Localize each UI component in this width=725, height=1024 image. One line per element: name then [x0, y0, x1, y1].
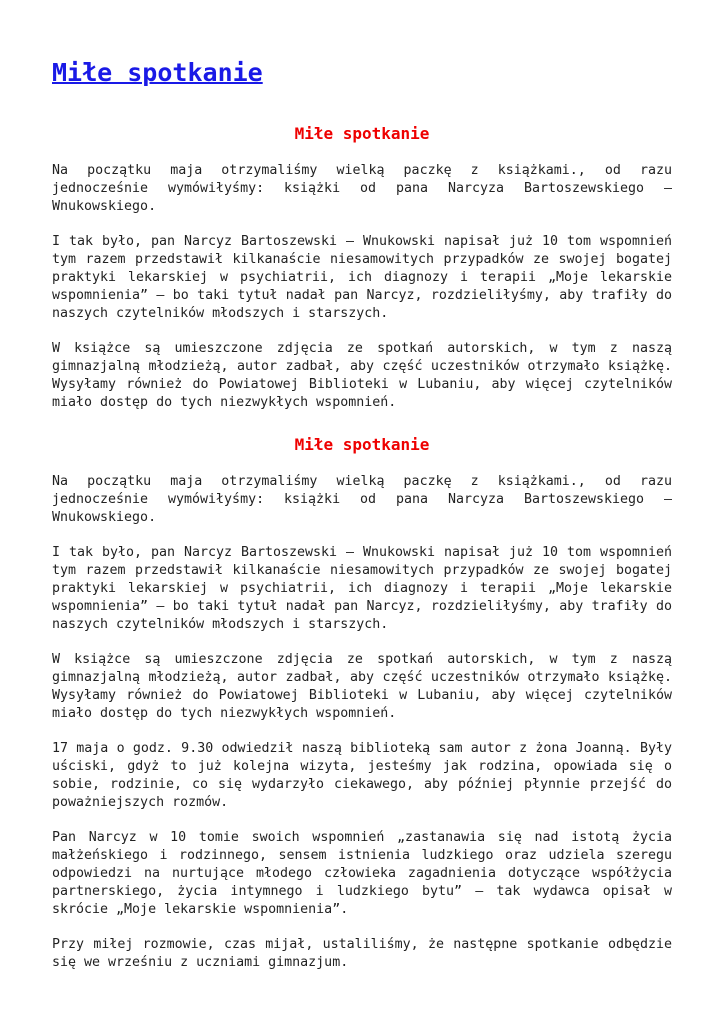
section-heading: Miłe spotkanie — [294, 435, 430, 454]
paragraph: I tak było, pan Narcyz Bartoszewski – Wnukowski napisał już 10 tom wspomnień tym razem przedstawił kilkanaście niesamowitych przypadków ze swojej bogatej praktyki lekarskiej w psychiatrii, ich diagnozy i terapii „Moje lekarskie wspomnienia” – bo taki tytuł nadał pan Narcyz, rozdzieliłyśmy, aby trafiły do naszych czytelników młodszych i starszych. — [52, 545, 672, 632]
article-section — [52, 433, 672, 989]
section-heading: Miłe spotkanie — [294, 124, 430, 143]
paragraph: Przy miłej rozmowie, czas mijał, ustaliliśmy, że następne spotkanie odbędzie się we wrześniu z uczniami gimnazjum. — [52, 937, 672, 970]
paragraph: Na początku maja otrzymaliśmy wielką paczkę z książkami., od razu jednocześnie wymówiłyśmy: książki od pana Narcyza Bartoszewskiego – Wnukowskiego. — [52, 163, 672, 214]
paragraph: W książce są umieszczone zdjęcia ze spotkań autorskich, w tym z naszą gimnazjalną młodzieżą, autor zadbał, aby część uczestników otrzymało książkę. Wysyłamy również do Powiatowej Biblioteki w Lubaniu, aby więcej czytelników miało dostęp do tych niezwykłych wspomnień. — [52, 652, 672, 721]
paragraph: Pan Narcyz w 10 tomie swoich wspomnień „zastanawia się nad istotą życia małżeńskiego i rodzinnego, sensem istnienia ludzkiego oraz udziela szeregu odpowiedzi na nurtujące młodego człowieka zagadnienia dotyczące współżycia partnerskiego, życia intymnego i ludzkiego bytu” – tak wydawca opisał w skrócie „Moje lekarskie wspomnienia”. — [52, 830, 672, 917]
page-title — [52, 56, 263, 90]
page-title-link[interactable]: Miłe spotkanie — [52, 58, 263, 87]
paragraph: W książce są umieszczone zdjęcia ze spotkań autorskich, w tym z naszą gimnazjalną młodzieżą, autor zadbał, aby część uczestników otrzymało książkę. Wysyłamy również do Powiatowej Biblioteki w Lubaniu, aby więcej czytelników miało dostęp do tych niezwykłych wspomnień. — [52, 341, 672, 410]
paragraph: I tak było, pan Narcyz Bartoszewski – Wnukowski napisał już 10 tom wspomnień tym razem przedstawił kilkanaście niesamowitych przypadków ze swojej bogatej praktyki lekarskiej w psychiatrii, ich diagnozy i terapii „Moje lekarskie wspomnienia” – bo taki tytuł nadał pan Narcyz, rozdzieliłyśmy, aby trafiły do naszych czytelników młodszych i starszych. — [52, 234, 672, 321]
paragraph: Na początku maja otrzymaliśmy wielką paczkę z książkami., od razu jednocześnie wymówiłyśmy: książki od pana Narcyza Bartoszewskiego – Wnukowskiego. — [52, 474, 672, 525]
article-section — [52, 122, 672, 429]
paragraph: 17 maja o godz. 9.30 odwiedził naszą biblioteką sam autor z żona Joanną. Były uściski, gdyż to już kolejna wizyta, jesteśmy jak rodzina, opowiada się o sobie, rodzinie, co się wydarzyło ciekawego, aby później płynnie przejść do poważniejszych rozmów. — [52, 741, 672, 810]
